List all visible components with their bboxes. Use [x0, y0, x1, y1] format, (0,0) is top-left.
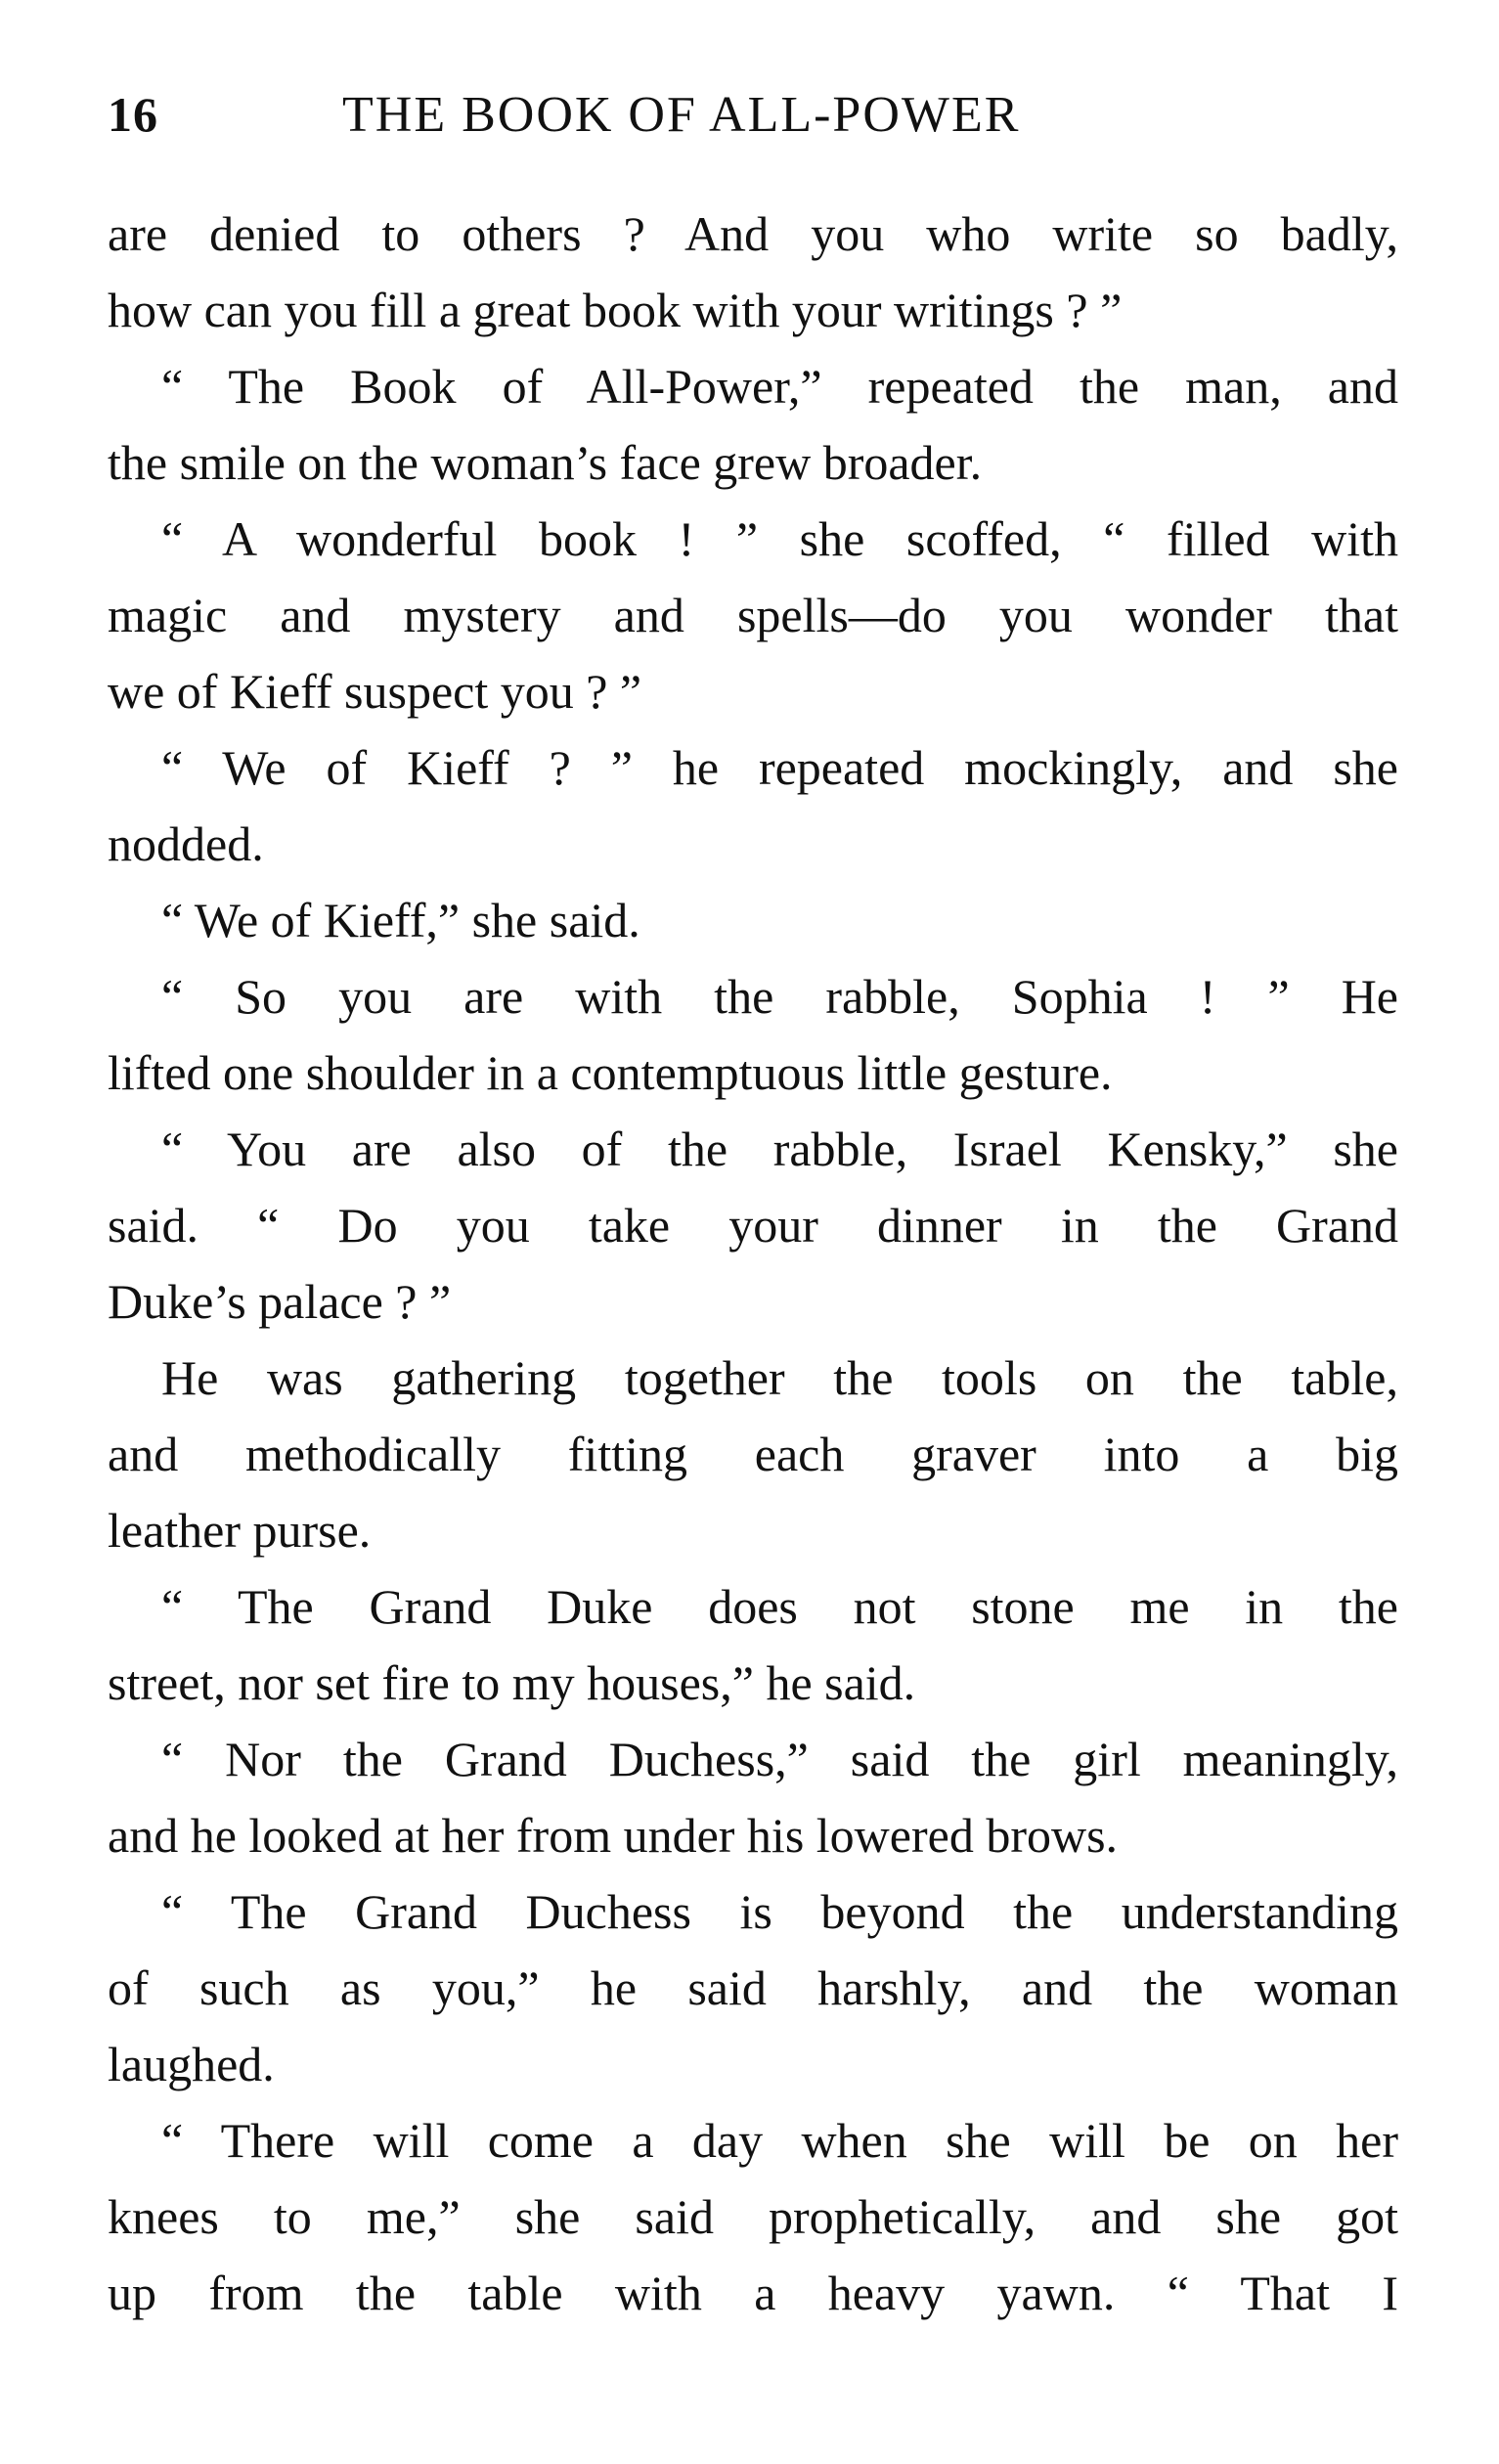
text-line: “ There will come a day when she will be on her [161, 2113, 1398, 2168]
text-line: “ Nor the Grand Duchess,” said the girl meaningly, [161, 1732, 1398, 1786]
text-line: of such as you,” he said harshly, and the woman [108, 1960, 1398, 2015]
text-line: are denied to others ? And you who write so badly, [108, 206, 1398, 261]
text-line: “ The Grand Duchess is beyond the understanding [161, 1884, 1398, 1939]
text-line: leather purse. [108, 1503, 372, 1558]
text-line: “ The Grand Duke does not stone me in the [161, 1579, 1398, 1634]
text-line: knees to me,” she said prophetically, and she got [108, 2189, 1398, 2244]
text-line: Duke’s palace ? ” [108, 1274, 452, 1329]
text-line: the smile on the woman’s face grew broader. [108, 435, 983, 490]
text-line: and methodically fitting each graver into a big [108, 1427, 1398, 1481]
text-line: “ A wonderful book ! ” she scoffed, “ filled with [161, 511, 1398, 566]
text-line: lifted one shoulder in a contemptuous little gesture. [108, 1045, 1113, 1100]
text-line: “ The Book of All-Power,” repeated the man, and [161, 359, 1398, 414]
text-line: He was gathering together the tools on the table, [161, 1350, 1398, 1405]
running-title: THE BOOK OF ALL-POWER [342, 87, 1021, 143]
text-line: “ We of Kieff,” she said. [161, 893, 640, 947]
body-text [108, 196, 1398, 2331]
text-line: we of Kieff suspect you ? ” [108, 664, 642, 719]
text-line: how can you fill a great book with your writings ? ” [108, 283, 1123, 337]
text-line: up from the table with a heavy yawn. “ That I [108, 2266, 1398, 2320]
text-line: laughed. [108, 2037, 275, 2091]
page-number: 16 [108, 87, 158, 142]
text-line: nodded. [108, 816, 264, 871]
text-line: “ We of Kieff ? ” he repeated mockingly, and she [161, 740, 1398, 795]
text-line: “ You are also of the rabble, Israel Kensky,” she [161, 1122, 1398, 1176]
running-head [108, 86, 1398, 154]
text-line: magic and mystery and spells—do you wonder that [108, 588, 1398, 642]
text-line: “ So you are with the rabble, Sophia ! ” He [161, 969, 1398, 1024]
text-line: street, nor set fire to my houses,” he said. [108, 1655, 916, 1710]
text-line: and he looked at her from under his lowered brows. [108, 1808, 1119, 1863]
text-line: said. “ Do you take your dinner in the Grand [108, 1198, 1398, 1253]
